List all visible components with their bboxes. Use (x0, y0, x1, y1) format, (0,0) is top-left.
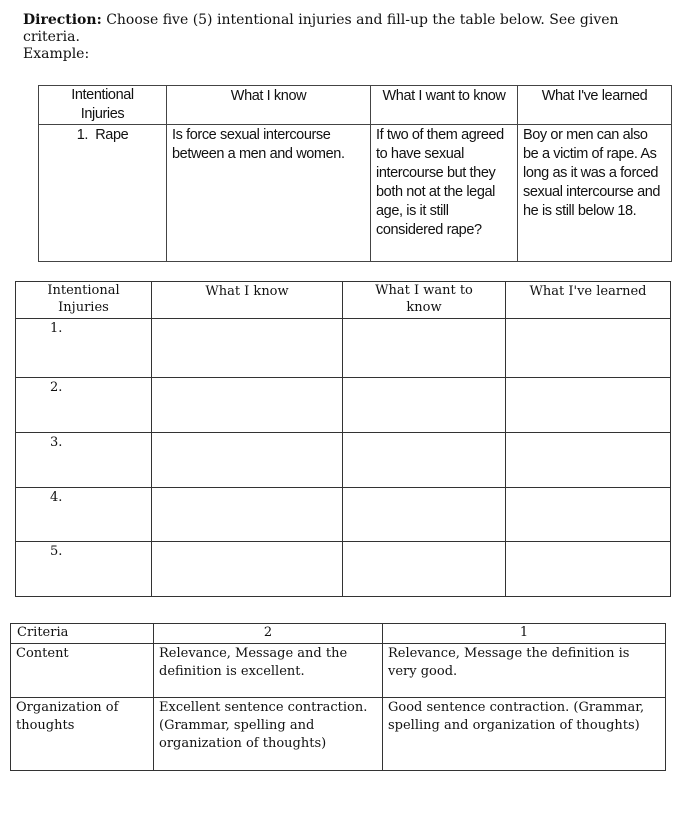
answer-cell[interactable] (152, 488, 343, 542)
answer-cell[interactable] (506, 433, 671, 488)
criteria-row (11, 644, 666, 698)
answer-cell[interactable] (152, 319, 343, 378)
table-row (16, 488, 671, 542)
answer-cell[interactable] (152, 378, 343, 433)
answer-cell[interactable] (506, 378, 671, 433)
example-row (39, 125, 672, 262)
criteria-row (11, 698, 666, 771)
table-row (16, 542, 671, 597)
example-label: Example: (23, 46, 90, 62)
answer-table (15, 281, 671, 597)
answer-cell[interactable] (506, 542, 671, 597)
answer-cell[interactable] (343, 542, 506, 597)
header-cell: Criteria (11, 624, 154, 644)
row-number: 2. (16, 378, 152, 433)
row-number: 1. (16, 319, 152, 378)
answer-cell[interactable] (343, 488, 506, 542)
answer-header-row (16, 282, 671, 319)
table-row (16, 433, 671, 488)
header-cell: What I know (167, 86, 371, 125)
row-number: 5. (16, 542, 152, 597)
header-cell: Intentional Injuries (16, 282, 152, 319)
table-row (16, 319, 671, 378)
row-number: 3. (16, 433, 152, 488)
header-cell: What I want to know (343, 282, 506, 319)
criteria-table (10, 623, 666, 771)
answer-cell[interactable] (343, 378, 506, 433)
answer-cell[interactable] (343, 319, 506, 378)
example-header-row (39, 86, 672, 125)
answer-cell[interactable] (506, 488, 671, 542)
criteria-name: Organization of thoughts (11, 698, 154, 771)
criteria-cell: Relevance, Message the definition is very good. (383, 644, 666, 698)
direction-text (23, 12, 663, 63)
table-row (16, 378, 671, 433)
cell: If two of them agreed to have sexual intercourse but they both not at the legal age, is it still considered rape? (371, 125, 518, 262)
injury-cell: 1. Rape (39, 125, 167, 262)
criteria-name: Content (11, 644, 154, 698)
cell: Is force sexual intercourse between a men and women. (167, 125, 371, 262)
cell: Boy or men can also be a victim of rape. As long as it was a forced sexual intercourse and he is still below 18. (518, 125, 672, 262)
header-cell: What I've learned (506, 282, 671, 319)
header-cell: What I know (152, 282, 343, 319)
example-table (38, 85, 672, 262)
row-number: 4. (16, 488, 152, 542)
criteria-header-row (11, 624, 666, 644)
criteria-cell: Relevance, Message and the definition is excellent. (154, 644, 383, 698)
direction-body: Choose five (5) intentional injuries and fill-up the table below. See given criteria. (23, 12, 619, 45)
header-cell: 1 (383, 624, 666, 644)
criteria-cell: Excellent sentence contraction. (Grammar, spelling and organization of thoughts) (154, 698, 383, 771)
header-cell: What I want to know (371, 86, 518, 125)
header-cell: 2 (154, 624, 383, 644)
answer-cell[interactable] (152, 433, 343, 488)
criteria-cell: Good sentence contraction. (Grammar, spelling and organization of thoughts) (383, 698, 666, 771)
answer-cell[interactable] (343, 433, 506, 488)
header-cell: Intentional Injuries (39, 86, 167, 125)
answer-cell[interactable] (506, 319, 671, 378)
direction-label: Direction: (23, 12, 102, 28)
header-cell: What I've learned (518, 86, 672, 125)
answer-cell[interactable] (152, 542, 343, 597)
